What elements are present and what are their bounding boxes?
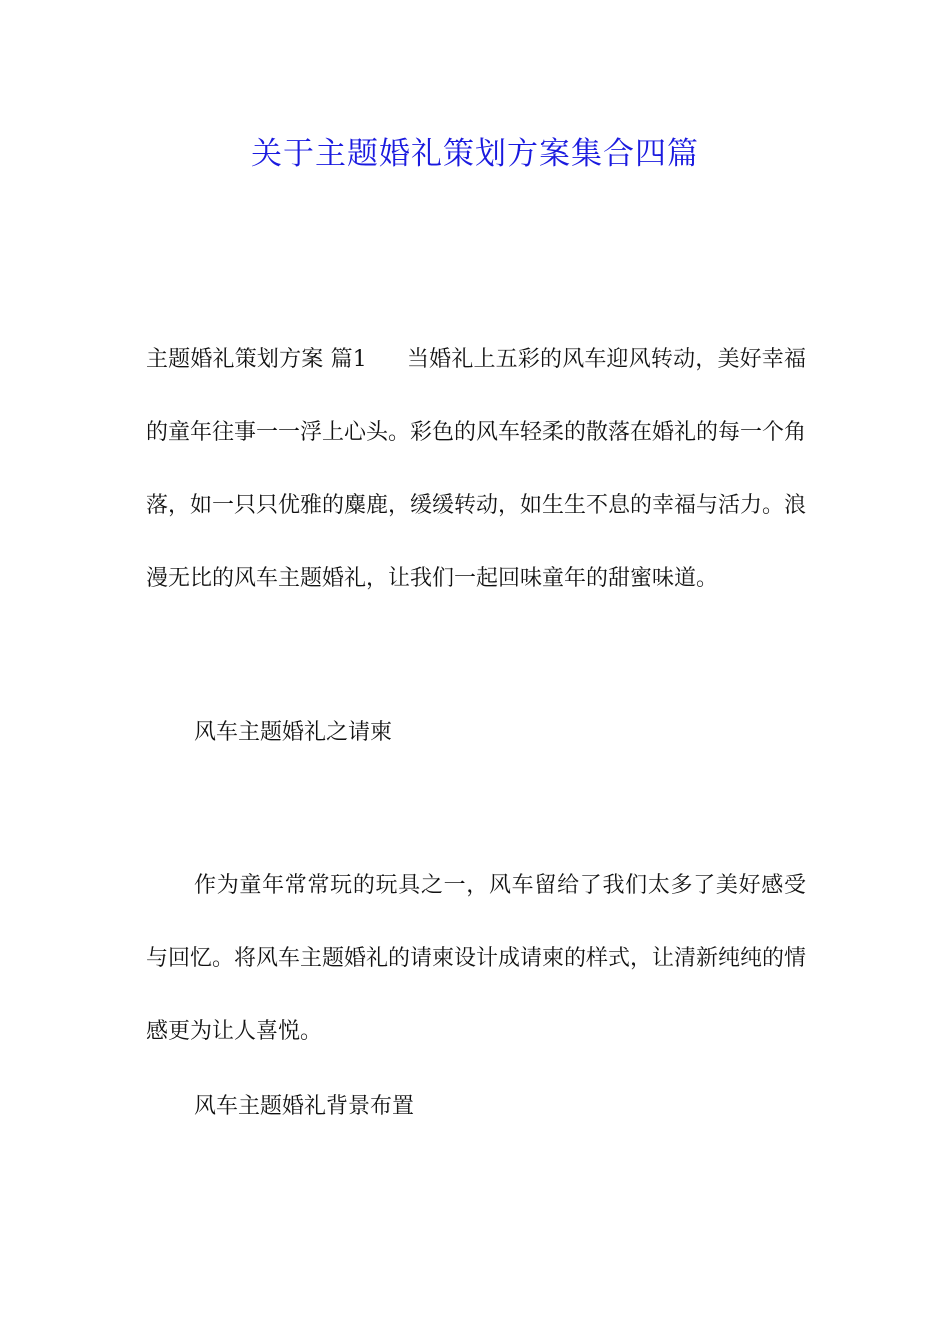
section-3-heading: 风车主题婚礼背景布置 [194, 1094, 415, 1119]
section-1-label: 主题婚礼策划方案 篇1 [146, 347, 367, 372]
section-1-paragraph [146, 323, 806, 615]
section-2-paragraph: 作为童年常常玩的玩具之一，风车留给了我们太多了美好感受与回忆。将风车主题婚礼的请柬设计成请柬的样式，让清新纯纯的情感更为让人喜悦。 [146, 873, 807, 1044]
document-title: 关于主题婚礼策划方案集合四篇 [251, 136, 699, 172]
section-1-text: 当婚礼上五彩的风车迎风转动，美好幸福的童年往事一一浮上心头。彩色的风车轻柔的散落在婚礼的每一个角落，如一只只优雅的麋鹿，缓缓转动，如生生不息的幸福与活力。浪漫无比的风车主题婚礼，让我们一起回味童年的甜蜜味道。 [146, 347, 807, 591]
section-2-heading: 风车主题婚礼之请柬 [194, 720, 393, 745]
